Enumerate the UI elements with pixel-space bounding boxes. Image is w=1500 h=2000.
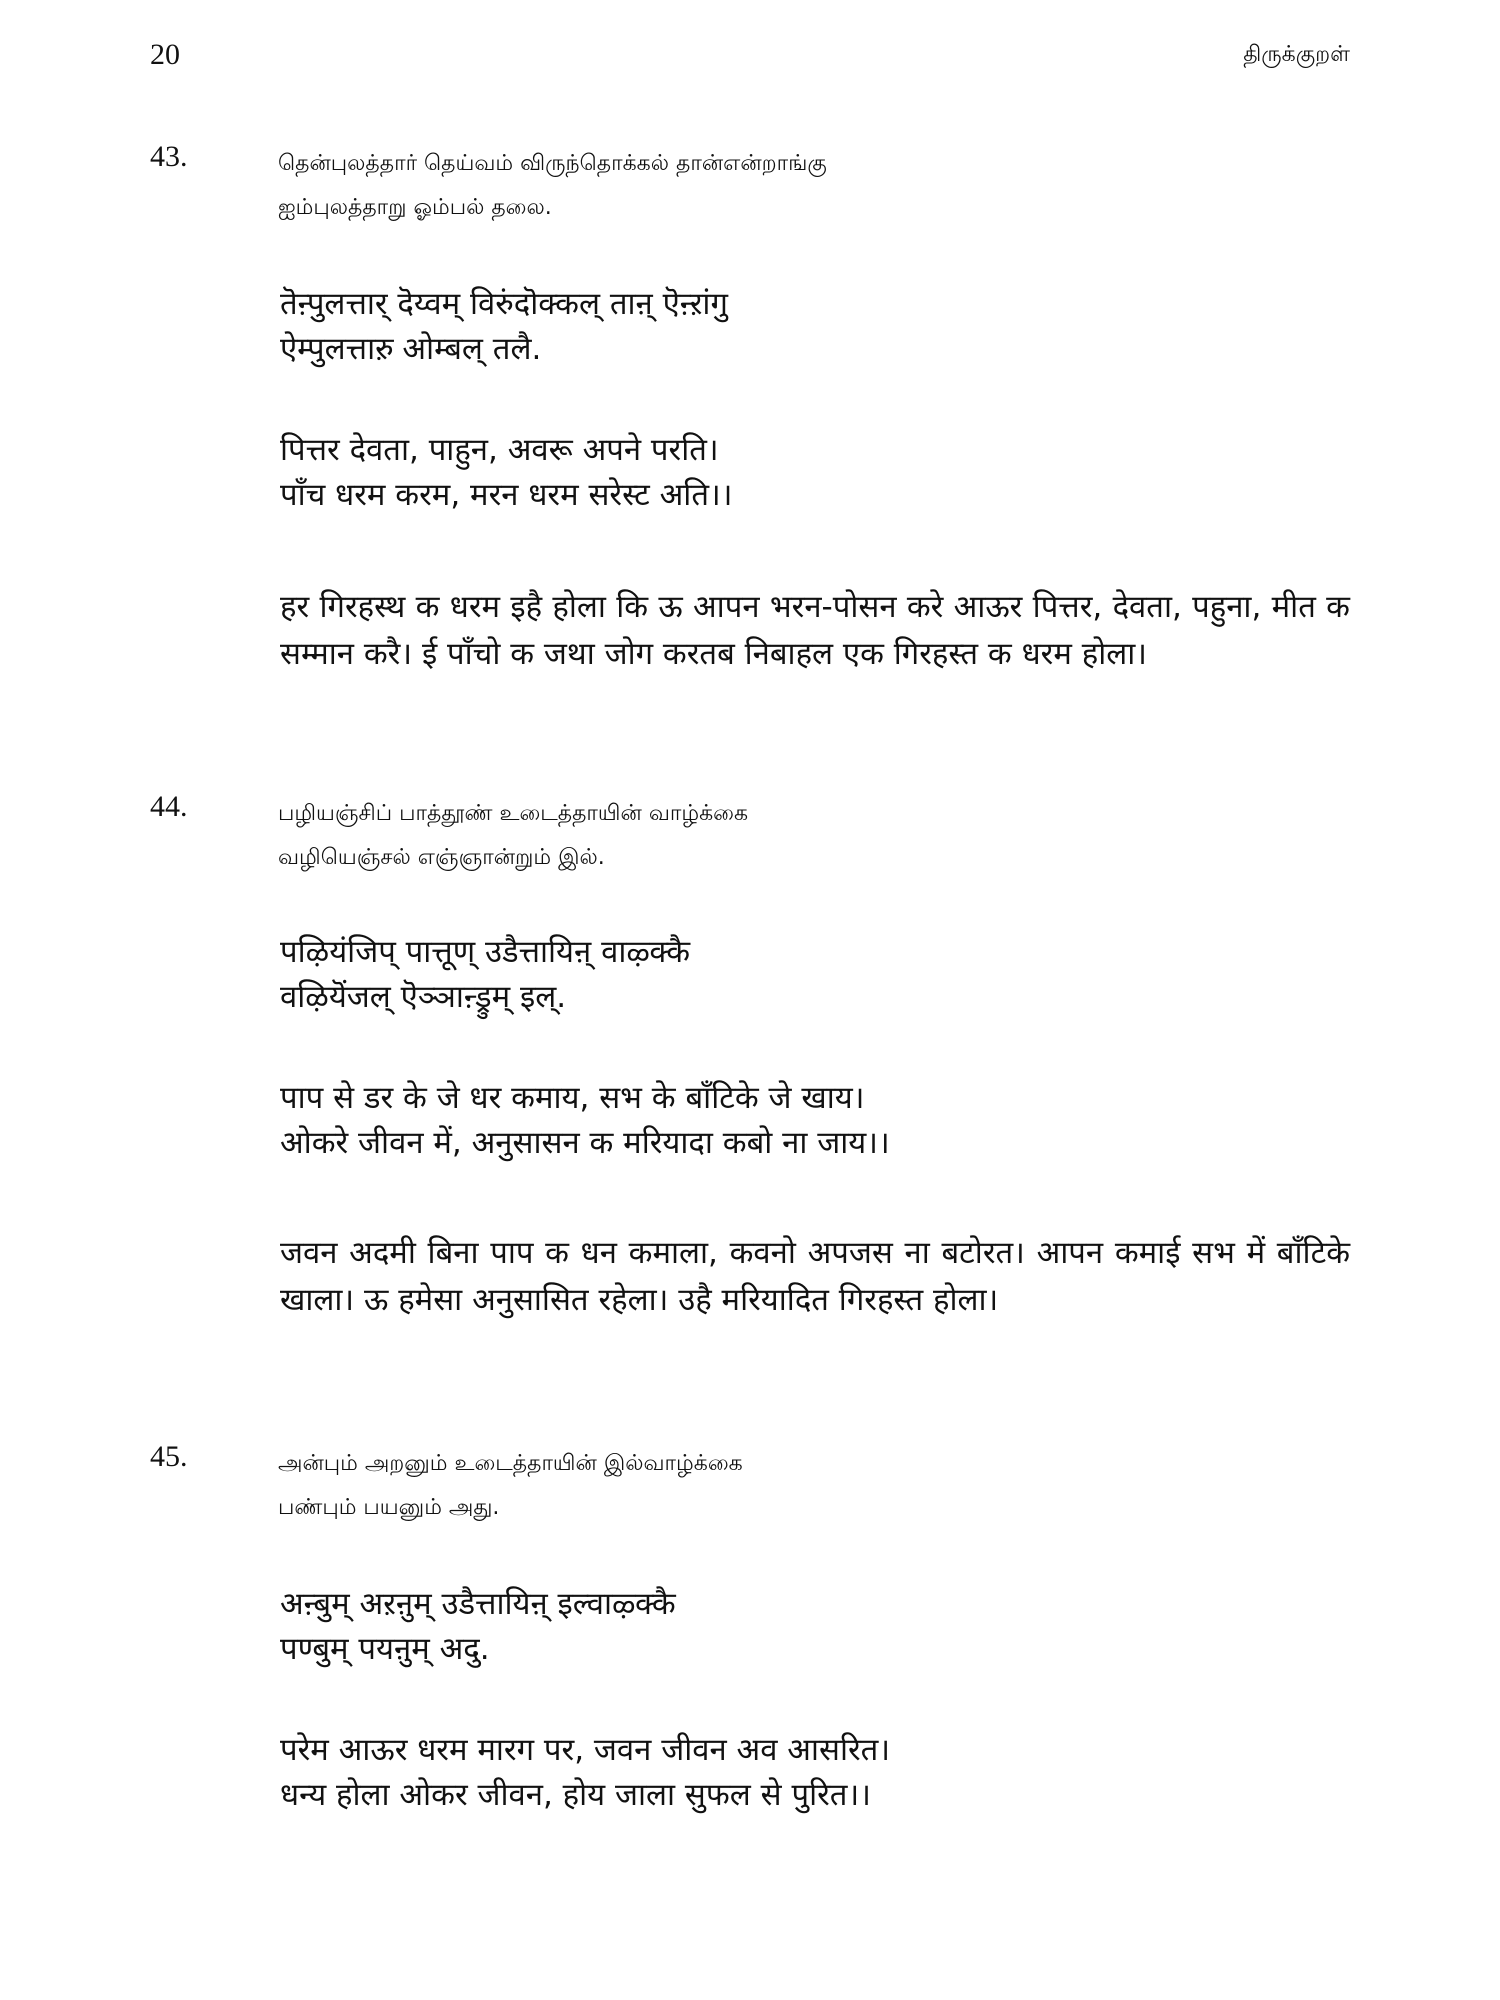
transliteration [280, 1582, 676, 1672]
couplet [280, 428, 733, 518]
tamil-line: பண்பும் பயனும் அது. [278, 1495, 500, 1520]
couplet-line: धन्य होला ओकर जीवन, होय जाला सुफल से पुरित।। [280, 1777, 871, 1813]
couplet-line: पित्तर देवता, पाहुन, अवरू अपने परति। [280, 432, 719, 468]
tamil-line: தென்புலத்தார் தெய்வம் விருந்தொக்கல் தான்என்றாங்கு [278, 151, 827, 176]
couplet [280, 1728, 890, 1818]
transliteration-line: वऴियॆंजल् ऎञ्ञाऩ्ड्रुम् इल्. [280, 979, 567, 1015]
couplet-line: ओकरे जीवन में, अनुसासन क मरियादा कबो ना जाय।। [280, 1125, 890, 1161]
tamil-kural [278, 142, 827, 230]
explanation: हर गिरहस्थ क धरम इहै होला कि ऊ आपन भरन-पोसन करे आऊर पित्तर, देवता, पहुना, मीत क सम्मान करै। ई पाँचो क जथा जोग करतब निबाहल एक गिरहस्त क धरम होला। [280, 589, 1350, 672]
tamil-kural [278, 1442, 743, 1530]
running-title: திருக்குறள் [1243, 42, 1350, 67]
verse-number: 43. [150, 140, 188, 173]
tamil-kural [278, 792, 748, 880]
tamil-line: பழியஞ்சிப் பாத்தூண் உடைத்தாயின் வாழ்க்கை [278, 801, 749, 826]
verse-44 [150, 790, 1350, 1390]
transliteration-line: पण्बुम् पयऩुम् अदु. [280, 1631, 490, 1667]
couplet-line: पाँच धरम करम, मरन धरम सरेस्ट अति।। [280, 477, 733, 513]
tamil-line: ஐம்புலத்தாறு ஓம்பல் தலை. [278, 195, 552, 220]
couplet-line: पाप से डर के जे धर कमाय, सभ के बाँटिके जे खाय। [280, 1080, 865, 1116]
verse-45 [150, 1440, 1350, 1860]
transliteration-line: पऴियंजिप् पात्तूण् उडैत्तायिऩ् वाऴ्क्कै [280, 934, 691, 970]
couplet-line: परेम आऊर धरम मारग पर, जवन जीवन अव आसरित। [280, 1732, 891, 1768]
tamil-line: அன்பும் அறனும் உடைத்தாயின் இல்வாழ்க்கை [278, 1451, 743, 1476]
transliteration-line: ऐम्पुलत्ताऱु ओम्बल् तलै. [280, 331, 542, 367]
tamil-line: வழியெஞ்சல் எஞ்ஞான்றும் இல். [278, 845, 605, 870]
transliteration-line: अऩ्बुम् अऱऩुम् उडैत्तायिऩ् इल्वाऴ्क्कै [280, 1586, 676, 1622]
verse-number: 45. [150, 1440, 188, 1473]
couplet [280, 1076, 890, 1166]
transliteration [280, 930, 690, 1020]
transliteration-line: तॆऩ्पुलत्तार् दॆय्वम् विरुंदॊक्कल् ताऩ् ऎऩ्ऱांगु [280, 286, 728, 322]
page-number: 20 [150, 38, 180, 71]
verse-number: 44. [150, 790, 188, 823]
verse-43 [150, 140, 1350, 740]
explanation: जवन अदमी बिना पाप क धन कमाला, कवनो अपजस ना बटोरत। आपन कमाई सभ में बाँटिके खाला। ऊ हमेसा अनुसासित रहेला। उहै मरियादित गिरहस्त होला। [280, 1235, 1350, 1318]
transliteration [280, 282, 728, 372]
